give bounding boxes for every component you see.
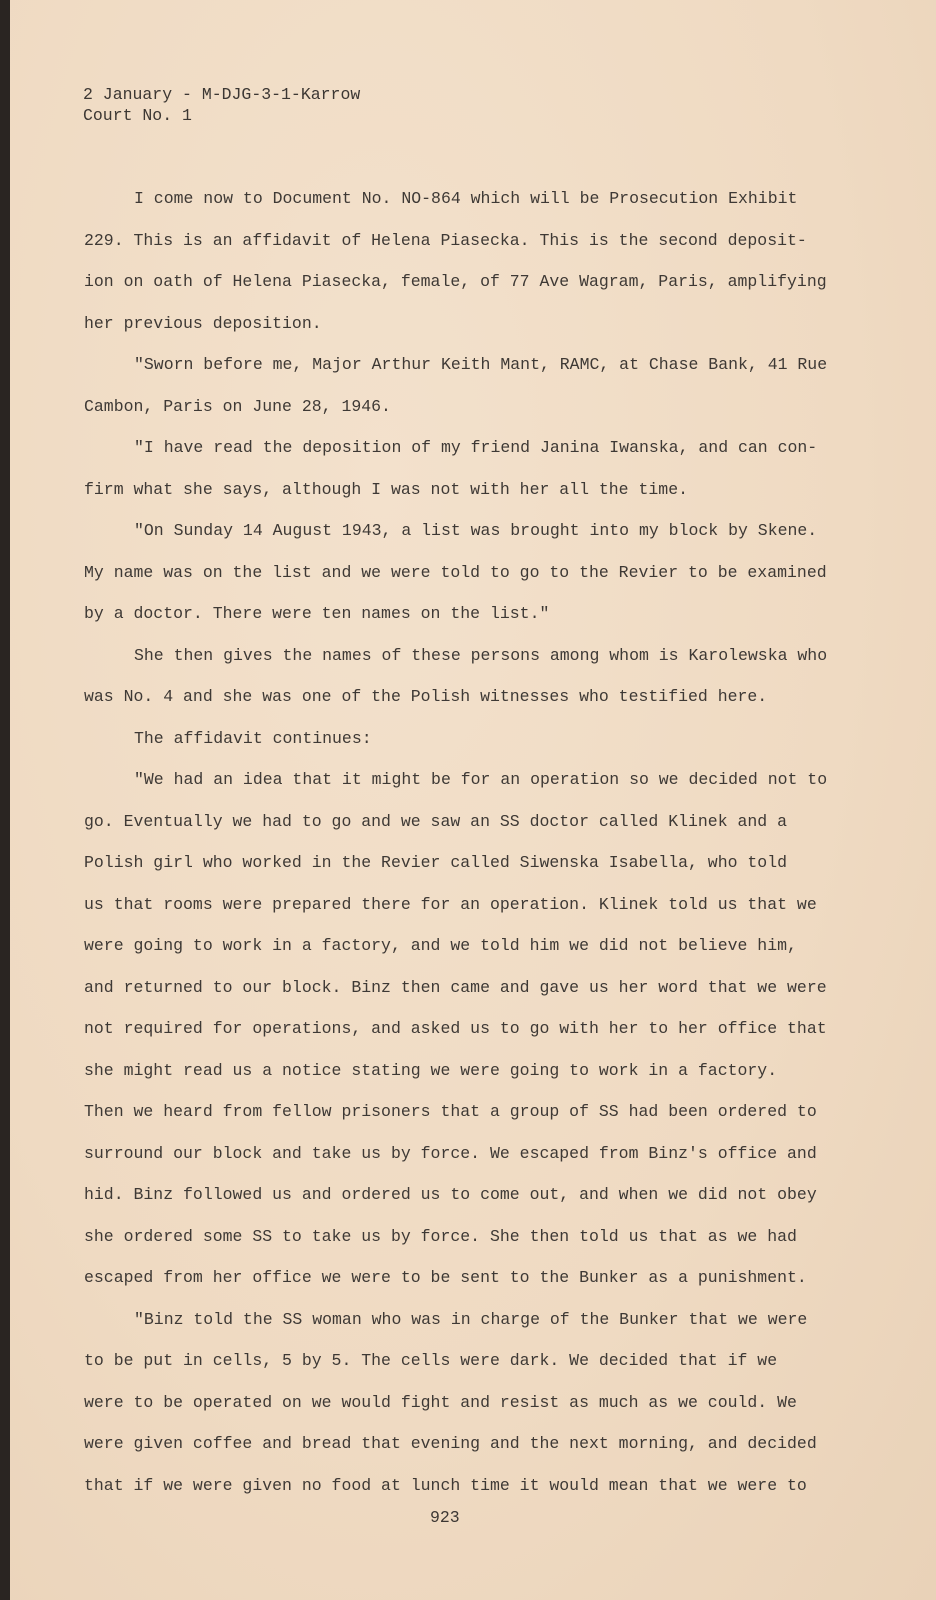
text-line: not required for operations, and asked us to go with her to her office that	[84, 1019, 827, 1038]
paragraph-deposition	[84, 427, 884, 510]
page-number: 923	[430, 1508, 460, 1527]
text-line: go. Eventually we had to go and we saw an SS doctor called Klinek and a	[84, 811, 788, 831]
text-line: she might read us a notice stating we were going to work in a factory.	[84, 1060, 778, 1080]
text-line: were going to work in a factory, and we told him we did not believe him,	[84, 936, 797, 955]
text-line: and returned to our block. Binz then came and gave us her word that we were	[84, 977, 827, 997]
text-line: hid. Binz followed us and ordered us to come out, and when we did not obey	[84, 1185, 817, 1204]
text-line: 229. This is an affidavit of Helena Piasecka. This is the second deposit-	[84, 230, 807, 250]
text-line: "On Sunday 14 August 1943, a list was brought into my block by Skene.	[134, 521, 818, 540]
text-line: "I have read the deposition of my friend Janina Iwanska, and can con-	[134, 438, 818, 457]
paragraph-continues	[84, 718, 884, 760]
text-line: were given coffee and bread that evening and the next morning, and decided	[84, 1434, 817, 1453]
text-line: My name was on the list and we were told to go to the Revier to be examined	[84, 562, 827, 582]
paragraph-names	[84, 635, 884, 718]
header-line-court: Court No. 1	[83, 106, 192, 125]
text-line: I come now to Document No. NO-864 which will be Prosecution Exhibit	[134, 189, 798, 208]
text-line: escaped from her office we were to be sent to the Bunker as a punishment.	[84, 1268, 807, 1287]
text-line: firm what she says, although I was not with her all the time.	[84, 479, 688, 499]
text-line: she ordered some SS to take us by force. She then told us that as we had	[84, 1226, 797, 1246]
text-line: were to be operated on we would fight and resist as much as we could. We	[84, 1392, 797, 1412]
text-line: her previous deposition.	[84, 313, 322, 333]
document-body	[84, 178, 884, 1506]
paragraph-bunker	[84, 1299, 884, 1507]
paragraph-operation	[84, 759, 884, 1299]
text-line: Then we heard from fellow prisoners that a group of SS had been ordered to	[84, 1102, 817, 1121]
paragraph-sunday-list	[84, 510, 884, 635]
text-line: by a doctor. There were ten names on the list."	[84, 604, 550, 623]
text-line: The affidavit continues:	[134, 728, 372, 748]
paragraph-sworn	[84, 344, 884, 427]
text-line: "Binz told the SS woman who was in charge of the Bunker that we were	[134, 1309, 808, 1329]
text-line: "We had an idea that it might be for an operation so we decided not to	[134, 770, 828, 789]
text-line: us that rooms were prepared there for an operation. Klinek told us that we	[84, 894, 817, 914]
text-line: ion on oath of Helena Piasecka, female, of 77 Ave Wagram, Paris, amplifying	[84, 272, 827, 291]
text-line: She then gives the names of these persons among whom is Karolewska who	[134, 645, 828, 665]
document-page	[10, 0, 936, 1600]
text-line: Cambon, Paris on June 28, 1946.	[84, 396, 391, 416]
text-line: that if we were given no food at lunch time it would mean that we were to	[84, 1475, 807, 1495]
text-line: Polish girl who worked in the Revier called Siwenska Isabella, who told	[84, 853, 788, 872]
text-line: to be put in cells, 5 by 5. The cells were dark. We decided that if we	[84, 1351, 778, 1370]
document-header	[83, 84, 360, 126]
paragraph-exhibit-intro	[84, 178, 884, 344]
text-line: surround our block and take us by force. We escaped from Binz's office and	[84, 1143, 817, 1163]
header-line-date-ref: 2 January - M-DJG-3-1-Karrow	[83, 85, 361, 104]
text-line: "Sworn before me, Major Arthur Keith Mant, RAMC, at Chase Bank, 41 Rue	[134, 355, 828, 374]
text-line: was No. 4 and she was one of the Polish witnesses who testified here.	[84, 687, 768, 706]
